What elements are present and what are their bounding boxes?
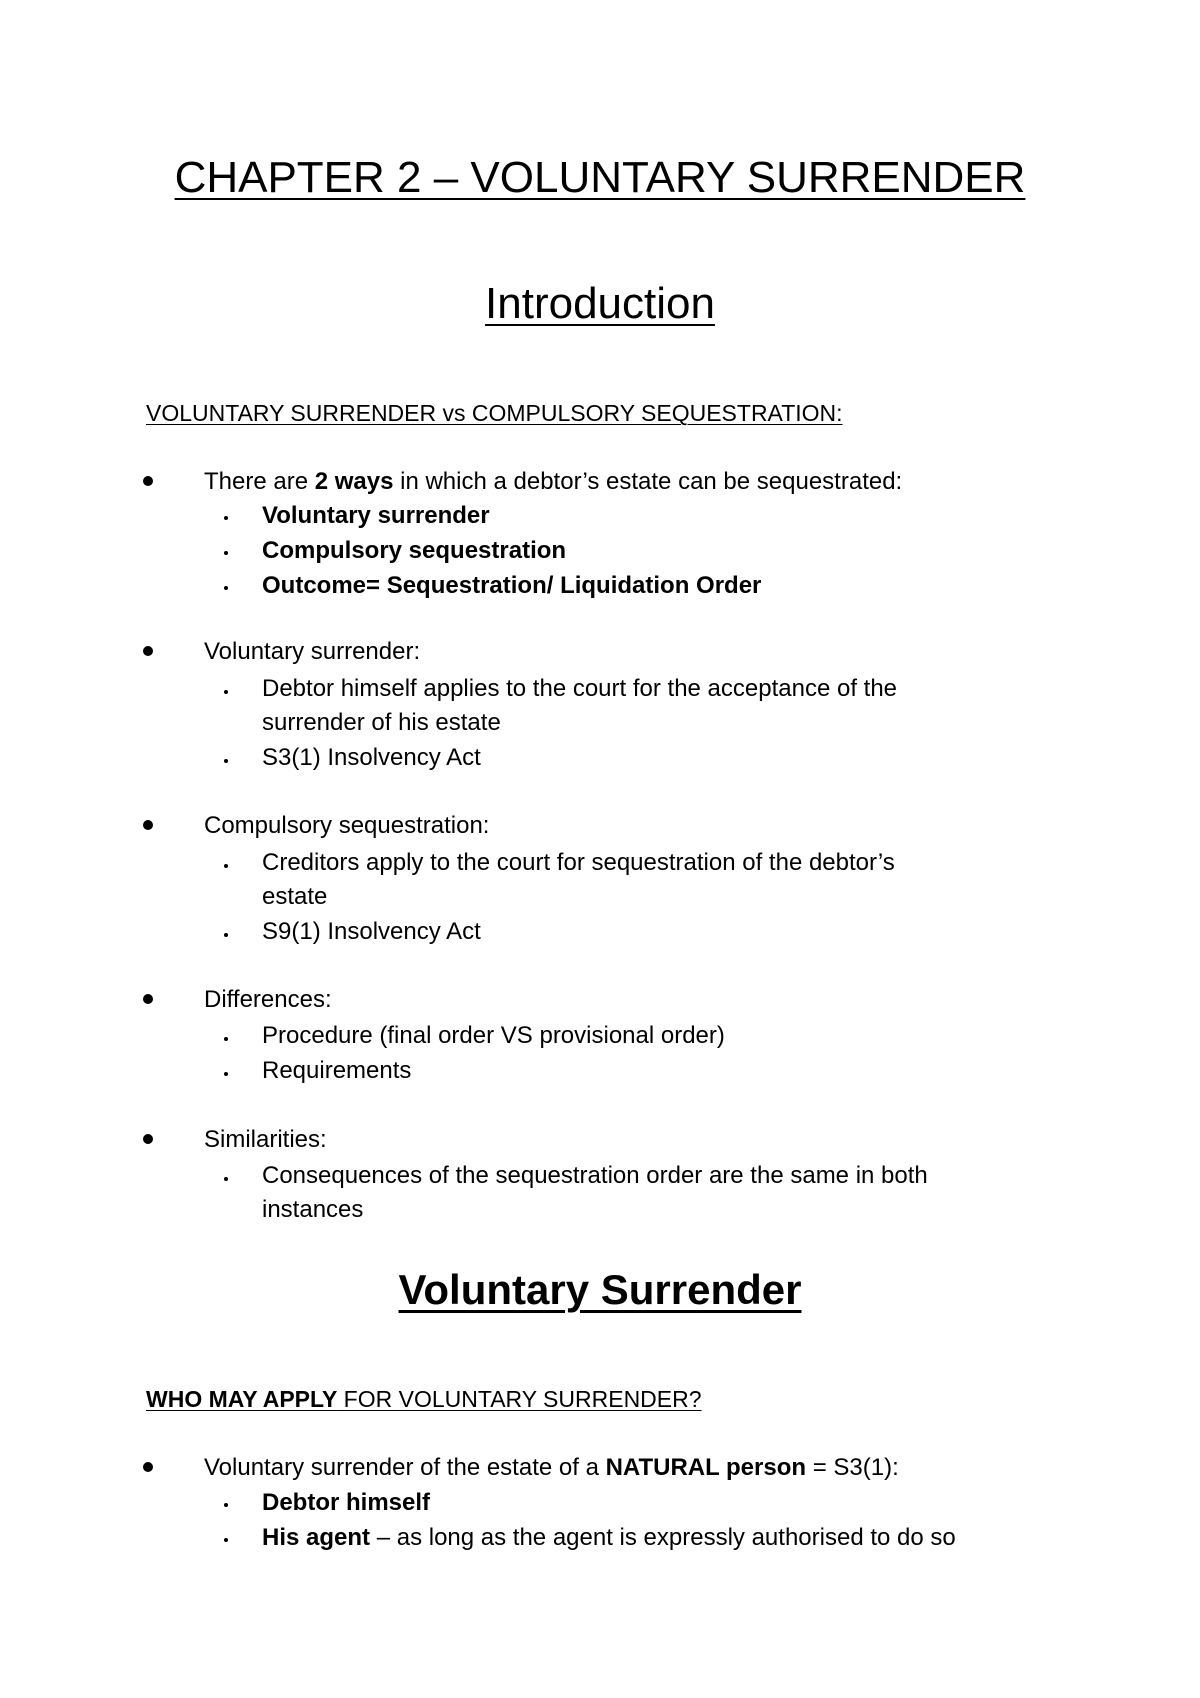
ways-lead-text: There are 2 ways in which a debtor’s estate can be sequestrated:	[204, 468, 903, 495]
bullet-icon	[143, 1134, 153, 1144]
list-item: Consequences of the sequestration order are the same in both	[262, 1162, 928, 1189]
bullet-icon	[143, 994, 153, 1004]
differences-lead-text: Differences:	[204, 986, 332, 1013]
list-item: S3(1) Insolvency Act	[262, 744, 481, 771]
sub-bullet-icon	[224, 1177, 228, 1181]
list-item: Procedure (final order VS provisional order)	[262, 1022, 725, 1049]
sub-bullet-icon	[224, 1538, 228, 1542]
bullet-icon	[143, 646, 153, 656]
who-may-apply-subheading: WHO MAY APPLY FOR VOLUNTARY SURRENDER?	[146, 1386, 702, 1412]
list-item-continuation: estate	[262, 883, 328, 910]
bullet-icon	[143, 820, 153, 830]
sub-bullet-icon	[224, 516, 228, 520]
list-item-continuation: instances	[262, 1196, 364, 1223]
sub-bullet-icon	[224, 690, 228, 694]
similarities-lead-text: Similarities:	[204, 1126, 327, 1153]
comparison-subheading: VOLUNTARY SURRENDER vs COMPULSORY SEQUESTRATION:	[146, 400, 843, 426]
list-item: Debtor himself applies to the court for the acceptance of the	[262, 675, 898, 702]
compulsory-lead-text: Compulsory sequestration:	[204, 812, 490, 839]
introduction-heading: Introduction	[485, 279, 715, 328]
voluntary-lead-text: Voluntary surrender:	[204, 638, 421, 665]
section-heading: Voluntary Surrender	[398, 1266, 802, 1313]
sub-bullet-icon	[224, 933, 228, 937]
list-item-continuation: surrender of his estate	[262, 709, 501, 736]
list-item: His agent – as long as the agent is expressly authorised to do so	[262, 1524, 956, 1551]
sub-bullet-icon	[224, 1072, 228, 1076]
chapter-title: CHAPTER 2 – VOLUNTARY SURRENDER	[174, 153, 1026, 202]
sub-bullet-icon	[224, 864, 228, 868]
sub-bullet-icon	[224, 1037, 228, 1041]
list-item: S9(1) Insolvency Act	[262, 918, 481, 945]
natural-person-lead-text: Voluntary surrender of the estate of a NATURAL person = S3(1):	[204, 1454, 899, 1481]
sub-bullet-icon	[224, 759, 228, 763]
sub-bullet-icon	[224, 586, 228, 590]
list-item: Debtor himself	[262, 1489, 431, 1516]
list-item: Compulsory sequestration	[262, 537, 567, 564]
list-item: Outcome= Sequestration/ Liquidation Order	[262, 572, 762, 599]
bullet-icon	[143, 1462, 153, 1472]
list-item: Creditors apply to the court for sequestration of the debtor’s	[262, 849, 895, 876]
list-item: Requirements	[262, 1057, 412, 1084]
sub-bullet-icon	[224, 1503, 228, 1507]
bullet-icon	[143, 476, 153, 486]
sub-bullet-icon	[224, 551, 228, 555]
list-item: Voluntary surrender	[262, 502, 490, 529]
